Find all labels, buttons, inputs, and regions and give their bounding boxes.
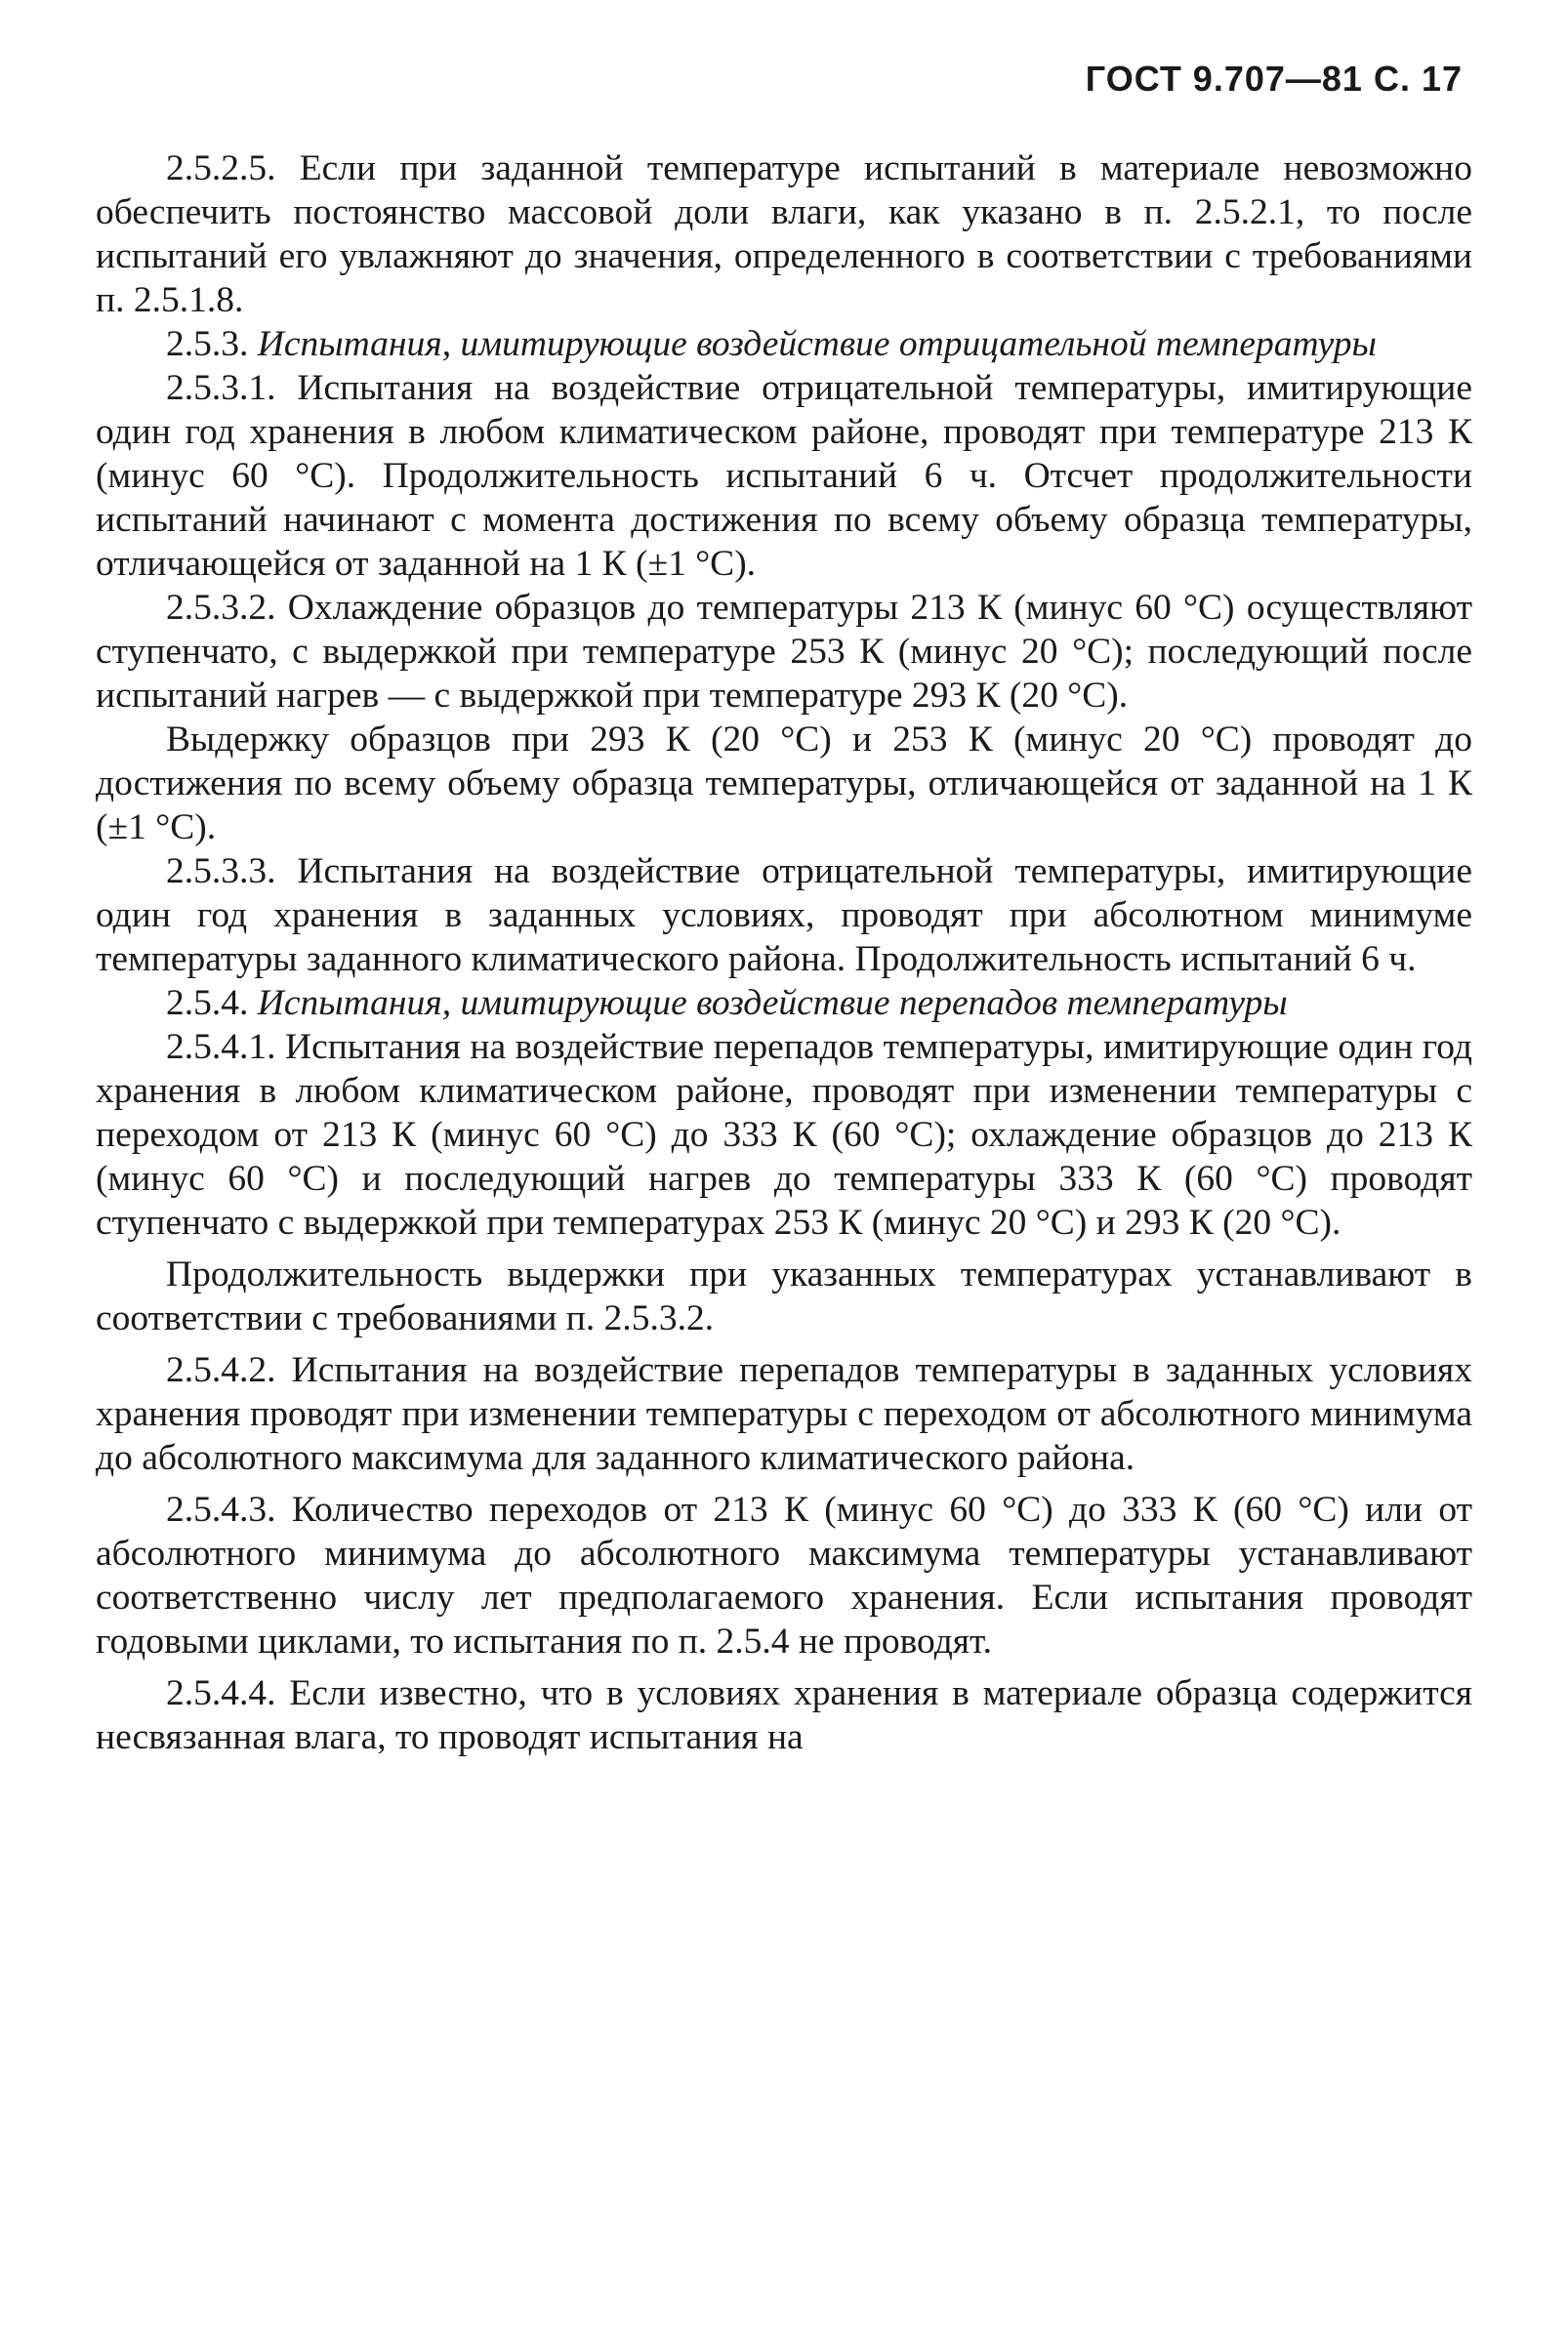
clause-number: 2.5.3.2.	[166, 588, 276, 628]
clause-number: 2.5.3.1.	[166, 368, 276, 408]
paragraph-2-5-2-5	[96, 146, 1472, 322]
paragraph-text: Испытания на воздействие отрицательной температуры, имитирующие один год хранения в любом климатическом районе, проводят при температуре 213 К (минус 60 °С). Продолжительность испытаний 6 ч. Отсчет продолжительности испытаний начинают с момента достижения по всему объему образца температуры, отличающейся от заданной на 1 К (±1 °С).	[96, 368, 1472, 584]
section-heading-2-5-3	[96, 322, 1472, 366]
paragraph-text: Выдержку образцов при 293 К (20 °С) и 253 К (минус 20 °С) проводят до достижения по всему объему образца температуры, отличающейся от заданной на 1 К (±1 °С).	[96, 719, 1472, 847]
page-header: ГОСТ 9.707—81 С. 17	[1085, 59, 1463, 99]
paragraph-text: Если известно, что в условиях хранения в материале образца содержится несвязанная влага, то проводят испытания на	[96, 1673, 1472, 1757]
paragraph-holding	[96, 718, 1472, 849]
paragraph-2-5-4-2	[96, 1348, 1472, 1480]
paragraph-text: Количество переходов от 213 К (минус 60 °С) до 333 К (60 °С) или от абсолютного минимума до абсолютного максимума температуры устанавливают соответственно числу лет предполагаемого хранения. Если испытания проводят годовыми циклами, то испытания по п. 2.5.4 не проводят.	[96, 1490, 1472, 1662]
paragraph-text: Испытания на воздействие перепадов температуры, имитирующие один год хранения в любом климатическом районе, проводят при изменении температуры с переходом от 213 К (минус 60 °С) до 333 К (60 °С); охлаждение образцов до 213 К (минус 60 °С) и последующий нагрев до температуры 333 К (60 °С) проводят ступенчато с выдержкой при температурах 253 К (минус 20 °С) и 293 К (20 °С).	[96, 1027, 1472, 1243]
paragraph-2-5-3-3	[96, 849, 1472, 981]
paragraph-2-5-4-1	[96, 1025, 1472, 1245]
paragraph-2-5-4-4	[96, 1671, 1472, 1759]
clause-number: 2.5.3.3.	[166, 851, 276, 891]
clause-number: 2.5.2.5.	[166, 148, 276, 188]
paragraph-text: Если при заданной температуре испытаний в материале невозможно обеспечить постоянство массовой доли влаги, как указано в п. 2.5.2.1, то после испытаний его увлажняют до значения, определенного в соответствии с требованиями п. 2.5.1.8.	[96, 148, 1472, 320]
section-heading-2-5-4	[96, 981, 1472, 1025]
paragraph-text: Продолжительность выдержки при указанных температурах устанавливают в соответствии с требованиями п. 2.5.3.2.	[96, 1254, 1472, 1338]
paragraph-text: Испытания на воздействие перепадов температуры в заданных условиях хранения проводят при изменении температуры с переходом от абсолютного минимума до абсолютного максимума для заданного климатического района.	[96, 1350, 1472, 1478]
paragraph-2-5-4-3	[96, 1488, 1472, 1664]
clause-number: 2.5.4.2.	[166, 1350, 276, 1390]
clause-number: 2.5.4.	[166, 983, 249, 1023]
paragraph-duration	[96, 1253, 1472, 1340]
section-heading-text: Испытания, имитирующие воздействие перепадов температуры	[248, 983, 1288, 1023]
paragraph-2-5-3-1	[96, 366, 1472, 586]
clause-number: 2.5.3.	[166, 324, 249, 364]
paragraph-text: Испытания на воздействие отрицательной температуры, имитирующие один год хранения в заданных условиях, проводят при абсолютном минимуме температуры заданного климатического района. Продолжительность испытаний 6 ч.	[96, 851, 1472, 979]
clause-number: 2.5.4.4.	[166, 1673, 276, 1713]
paragraph-text: Охлаждение образцов до температуры 213 К (минус 60 °С) осуществляют ступенчато, с выдержкой при температуре 253 К (минус 20 °С); последующий после испытаний нагрев — с выдержкой при температуре 293 К (20 °С).	[96, 588, 1472, 716]
section-heading-text: Испытания, имитирующие воздействие отрицательной температуры	[248, 324, 1377, 364]
clause-number: 2.5.4.3.	[166, 1490, 276, 1530]
document-body	[96, 146, 1472, 1759]
paragraph-2-5-3-2	[96, 586, 1472, 718]
clause-number: 2.5.4.1.	[166, 1027, 276, 1067]
